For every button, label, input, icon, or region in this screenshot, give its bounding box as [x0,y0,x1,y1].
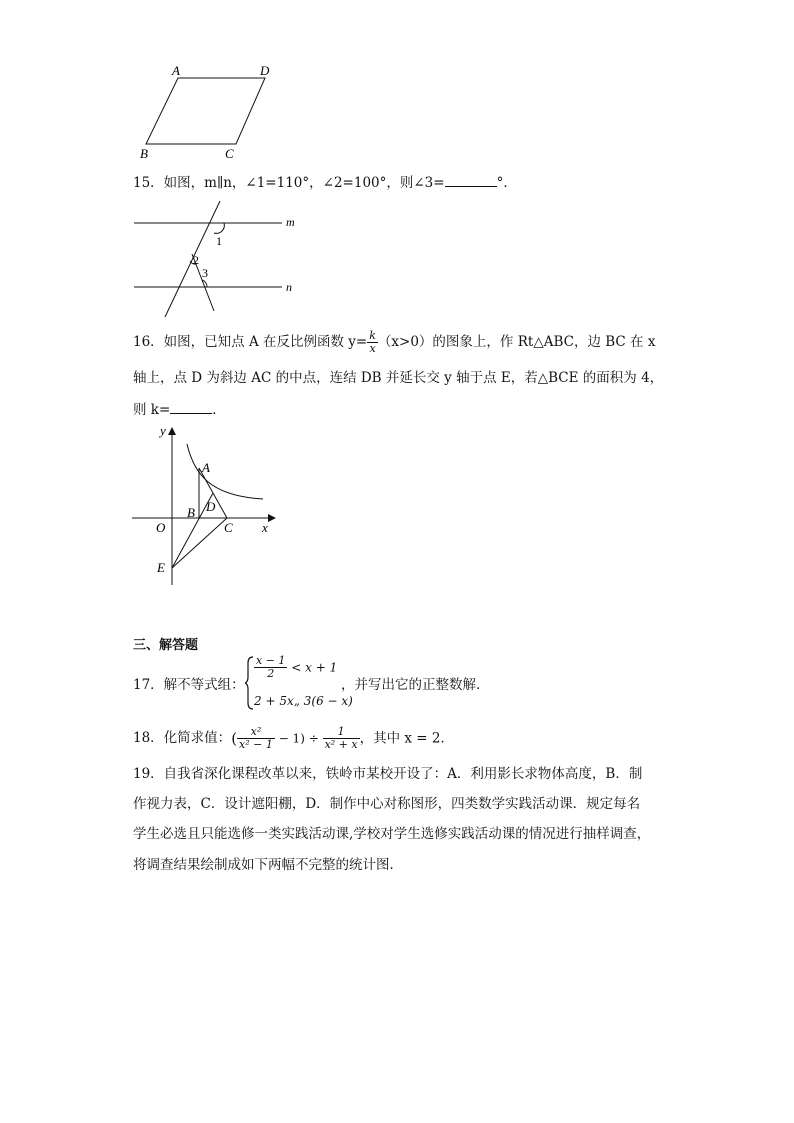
x-axis-arrow [268,514,276,522]
q18-f1-den: x² − 1 [239,738,273,751]
question-19-line1: 19．自我省深化课程改革以来，铁岭市某校开设了：A．利用影长求物体高度，B．制 [133,766,643,782]
point-label-A: A [202,460,210,475]
q15-text: 15．如图，m∥n，∠1=110°，∠2=100°，则∠3= [133,175,445,191]
angle-arc-1 [214,223,224,233]
question-19-line4: 将调查结果绘制成如下两幅不完整的统计图． [133,857,403,873]
point-label-E: E [157,560,165,575]
axis-label-y: y [160,423,166,438]
parallel-lines-figure [130,198,310,323]
question-15 [133,172,517,193]
q16-fraction-k-over-x [367,330,378,355]
question-17-suffix: ，并写出它的正整数解． [341,677,490,693]
q18-prefix: 18．化简求值： [133,730,232,746]
q17-fraction [254,655,287,680]
vertex-label-B: B [140,146,148,161]
vertex-label-A: A [172,63,180,78]
q18-suffix: ，其中 x = 2． [359,730,454,747]
q18-fraction-2 [323,726,360,751]
angle-label-2: 2 [193,253,199,267]
axis-label-x: x [262,520,268,535]
question-16-line1 [133,330,655,355]
function-graph-figure [128,422,288,590]
q17-ineq1-rest: < x + 1 [291,660,338,675]
q17-system-line2: 2 + 5x„ 3(6 − x) [254,694,353,708]
q15-tail: °． [496,175,517,191]
question-19-line2: 作视力表，C．设计遮阳棚，D．制作中心对称图形，四类数学实践活动课．规定每名 [133,796,641,812]
question-16-line3 [133,399,226,420]
angle-label-3: 3 [202,266,208,280]
q15-answer-blank [445,172,497,187]
line-label-m: m [286,215,295,229]
parallelogram-shape [146,78,265,144]
q18-divide: ÷ [304,731,323,746]
q17-frac-den: 2 [267,667,275,680]
point-label-B: B [187,505,195,520]
hyperbola-curve [187,444,263,499]
q16-line1b: （x>0）的图象上，作 Rt△ABC，边 BC 在 x [377,334,656,350]
line-label-n: n [286,280,292,294]
y-axis-arrow [168,427,176,435]
segment-EC [172,518,227,568]
q16-line1a: 16．如图，已知点 A 在反比例函数 y= [133,334,368,350]
point-label-D: D [206,499,216,514]
q16-answer-blank [170,399,212,414]
q17-frac-num: x − 1 [256,654,286,667]
origin-label: O [156,520,166,535]
angle-label-1: 1 [216,234,222,248]
q16-line3: 则 k= [133,402,171,418]
q18-fraction-1 [237,726,275,751]
q18-f1-num: x² [237,726,275,739]
q18-f2-num: 1 [323,726,360,739]
q16-frac-den: x [369,342,376,355]
q18-minus1: − 1) [274,731,305,746]
q18-f2-den: x² + x [324,738,358,751]
q16-line3-end: ． [212,402,226,418]
parallelogram-figure [130,58,290,163]
question-19-line3: 学生必选且只能选修一类实践活动课,学校对学生选修实践活动课的情况进行抽样调查， [133,826,651,842]
vertex-label-C: C [225,146,234,161]
section-3-heading: 三、解答题 [133,638,199,653]
q16-line2: 轴上，点 D 为斜边 AC 的中点，连结 DB 并延长交 y 轴于点 E，若△BCE 的面积为 4， [133,370,664,386]
q17-system-line1 [254,655,337,680]
vertex-label-D: D [260,63,270,78]
question-18: 18．化简求值：( $\frac{\text{x²}}{\text{x² − 1}}$ − 1) ÷ $\frac{1}{\text{x² + x}}$ ，其中 x = 2． [133,725,454,751]
question-16-line2 [133,368,663,388]
q16-frac-num: k [369,329,376,342]
point-label-C: C [224,520,233,535]
question-17-prefix: 17．解不等式组： [133,677,245,693]
